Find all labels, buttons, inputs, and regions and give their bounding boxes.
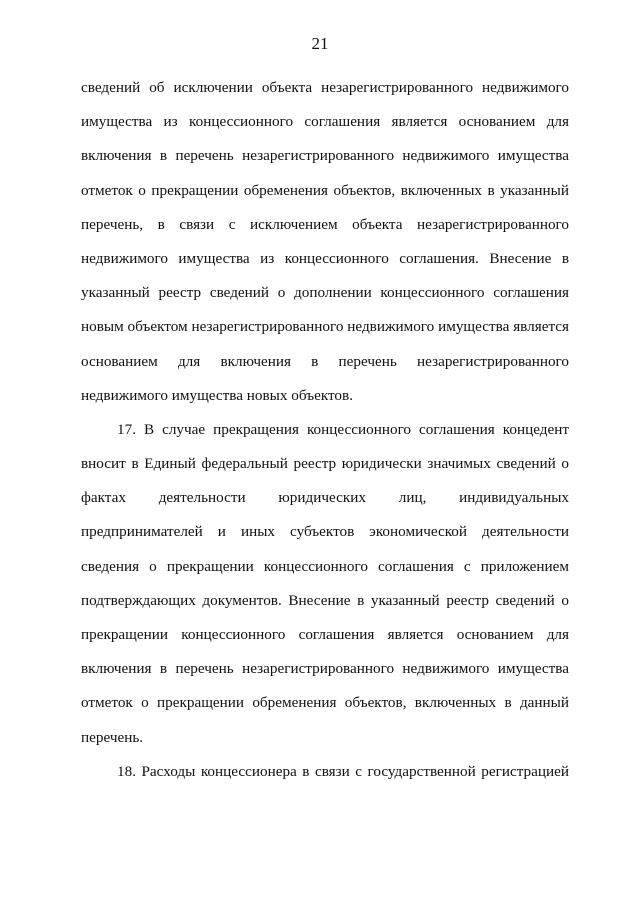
paragraph-17 xyxy=(81,413,569,755)
page-number: 21 xyxy=(311,34,329,53)
document-body xyxy=(81,71,569,789)
text-line: включения в перечень незарегистрированного недвижимого имущества xyxy=(81,147,569,165)
text-line: перечень. xyxy=(81,728,144,746)
text-line: предпринимателей и иных субъектов экономической деятельности xyxy=(81,523,569,541)
text-line: прекращении концессионного соглашения является основанием для xyxy=(81,626,569,643)
text-line: указанный реестр сведений о дополнении концессионного соглашения xyxy=(81,284,569,302)
text-line: фактах деятельности юридических лиц, индивидуальных xyxy=(81,489,569,507)
text-line: имущества из концессионного соглашения является основанием для xyxy=(81,113,569,131)
text-line: сведения о прекращении концессионного соглашения с приложением xyxy=(81,557,569,575)
text-line: отметок о прекращении обременения объектов, включенных в данный xyxy=(81,694,569,712)
text-line: основанием для включения в перечень незарегистрированного xyxy=(81,352,569,370)
text-line: недвижимого имущества новых объектов. xyxy=(81,386,353,404)
text-line: 17. В случае прекращения концессионного соглашения концедент xyxy=(117,420,569,438)
paragraph-18 xyxy=(81,755,569,789)
text-line: вносит в Единый федеральный реестр юридически значимых сведений о xyxy=(81,455,569,473)
text-line: перечень, в связи с исключением объекта незарегистрированного xyxy=(81,215,569,233)
text-line: включения в перечень незарегистрированного недвижимого имущества xyxy=(81,660,569,678)
text-line: 18. Расходы концессионера в связи с государственной регистрацией xyxy=(117,762,569,780)
text-line: новым объектом незарегистрированного недвижимого имущества является xyxy=(81,318,569,336)
text-line: сведений об исключении объекта незарегистрированного недвижимого xyxy=(81,79,569,96)
text-line: недвижимого имущества из концессионного соглашения. Внесение в xyxy=(81,249,569,267)
text-line: отметок о прекращении обременения объектов, включенных в указанный xyxy=(81,181,569,199)
text-line: подтверждающих документов. Внесение в указанный реестр сведений о xyxy=(81,591,569,609)
paragraph-continuation xyxy=(81,71,569,413)
